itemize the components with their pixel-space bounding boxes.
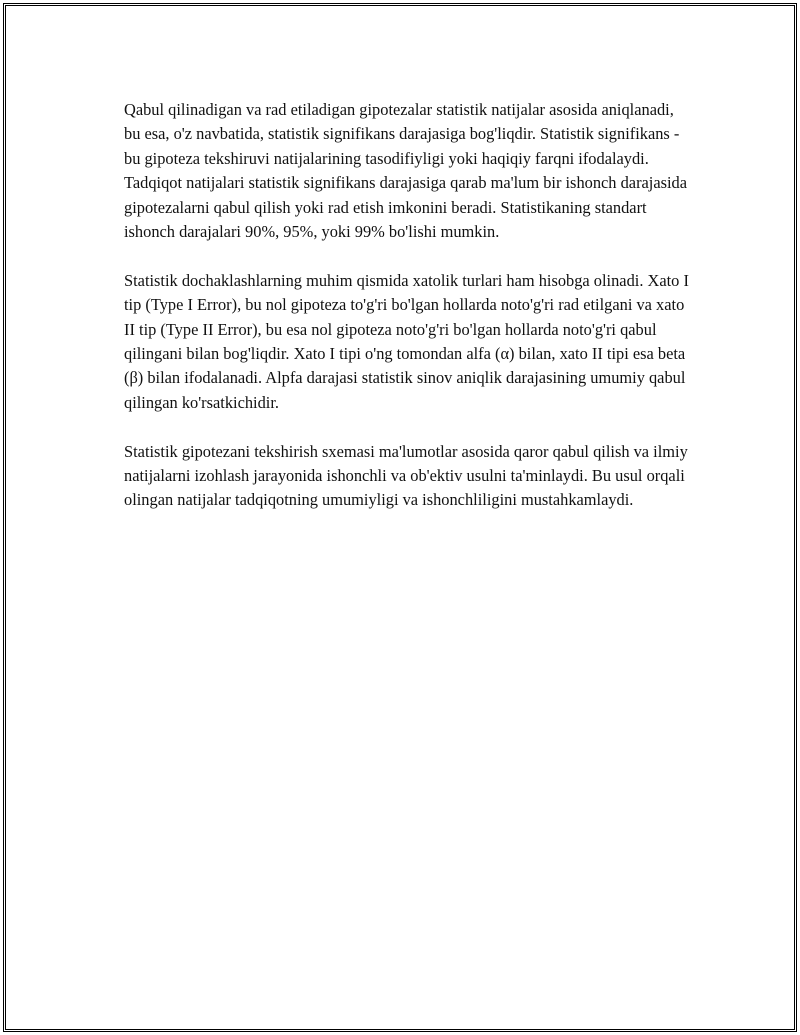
paragraph-conclusion: Statistik gipotezani tekshirish sxemasi ma'lumotlar asosida qaror qabul qilish va ilmiy natijalarni izohlash jarayonida ishonchli va ob'ektiv usulni ta'minlaydi. Bu usul orqali olingan natijalar tadqiqotning umumiyligi va ishonchliligini mustahkamlaydi.: [124, 441, 688, 510]
paragraph-significance: Qabul qilinadigan va rad etiladigan gipotezalar statistik natijalar asosida aniqlanadi, bu esa, o'z navbatida, statistik signifikans darajasiga bog'liqdir. Statistik signifikans - bu gipoteza tekshiruvi natijalarining tasodifiyligi yoki haqiqiy farqni ifodalaydi. Tadqiqot natijalari statistik signifikans darajasiga qarab ma'lum bir ishonch darajasida gipotezalarni qabul qilish yoki rad etish imkonini beradi. Statistikaning standart ishonch darajalari 90%, 95%, yoki 99% bo'lishi mumkin.: [124, 100, 688, 242]
document-body: [124, 98, 694, 537]
paragraph-error-types: Statistik dochaklashlarning muhim qismida xatolik turlari ham hisobga olinadi. Xato I tip (Type I Error), bu nol gipoteza to'g'ri bo'lgan hollarda noto'g'ri rad etilgani va xato II tip (Type II Error), bu esa nol gipoteza noto'g'ri bo'lgan hollarda noto'g'ri qabul qilingani bilan bog'liqdir. Xato I tipi o'ng tomondan alfa (α) bilan, xato II tipi esa beta (β) bilan ifodalanadi. Alpfa darajasi statistik sinov aniqlik darajasining umumiy qabul qilingan ko'rsatkichidir.: [124, 270, 689, 412]
page-border: [3, 3, 797, 1032]
